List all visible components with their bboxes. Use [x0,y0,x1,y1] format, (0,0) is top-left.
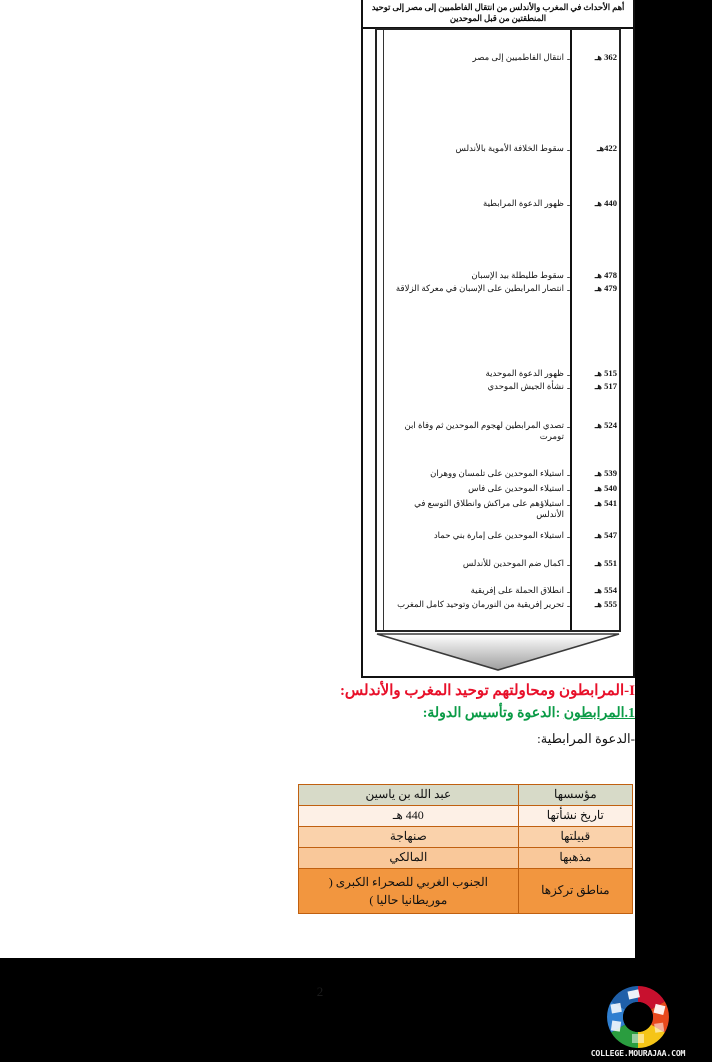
page-number: 2 [316,984,324,999]
section-subheading [290,704,635,723]
timeline-entry [387,198,619,209]
timeline-entry-tick-icon: ـ [567,468,570,478]
timeline-entry-year: 422هـ [597,143,617,153]
timeline-entry-year: 554 هـ [594,585,617,595]
timeline-entry-year: 479 هـ [594,283,617,293]
timeline-entry-year: 541 هـ [594,498,617,508]
timeline-entry-event: نشأة الجيش الموحدي [487,381,564,391]
table-row [299,848,633,869]
table-cell-label: مذهبها [518,848,632,869]
timeline-entry [387,381,619,392]
timeline-entry-event: ظهور الدعوة الموحدية [485,368,564,378]
timeline-entry [387,270,619,281]
table-cell-value: عبد الله بن ياسين [299,785,519,806]
timeline-entry-tick-icon: ـ [567,270,570,280]
table-cell-value: المالكي [299,848,519,869]
timeline-box [375,28,621,632]
timeline-figure [361,0,635,678]
timeline-entry [387,530,619,541]
timeline-entry [387,143,619,154]
timeline-entry-year: 478 هـ [594,270,617,280]
timeline-entry-year: 539 هـ [594,468,617,478]
table-cell-label: مؤسسها [518,785,632,806]
timeline-entry-event: انطلاق الحملة على إفريقية [470,585,564,595]
timeline-entry-year: 517 هـ [594,381,617,391]
section-subheading-rest: :الدعوة وتأسيس الدولة: [422,706,564,721]
timeline-entry-tick-icon: ـ [567,599,570,609]
timeline-entry-year: 524 هـ [594,420,617,430]
timeline-inner-rule [383,30,384,630]
timeline-entry-year: 362 هـ [594,52,617,62]
timeline-entry-year: 440 هـ [594,198,617,208]
timeline-entry-event: استيلاء الموحدين على تلمسان ووهران [430,468,564,478]
timeline-entry-event: انتصار المرابطين على الإسبان في معركة الزلاقة [395,283,564,293]
timeline-entry-tick-icon: ـ [567,483,570,493]
timeline-ribbon-shape [375,632,621,672]
timeline-entry [387,468,619,479]
info-table [298,784,633,914]
timeline-entry-year: 555 هـ [594,599,617,609]
timeline-entry-tick-icon: ـ [567,198,570,208]
table-row [299,806,633,827]
page-title: I-المرابطون ومحاولتهم توحيد المغرب والأندلس: [339,683,635,699]
table-cell-value: الجنوب الغربي للصحراء الكبرى ( موريطانيا حاليا ) [299,869,519,914]
timeline-entry-event: انتقال الفاطميين إلى مصر [472,52,564,62]
timeline-entry-tick-icon: ـ [567,143,570,153]
logo-ring-icon [596,982,680,1052]
timeline-entry-year: 547 هـ [594,530,617,540]
timeline-entry [387,483,619,494]
logo-caption: COLLEGE.MOURAJAA.COM [590,1048,686,1058]
timeline-entry-year: 540 هـ [594,483,617,493]
section-subheading-underlined: 1.المرابطون [563,706,635,721]
timeline-entry [387,585,619,596]
table-cell-label: قبيلتها [518,827,632,848]
timeline-entry [387,420,619,442]
timeline-entry-tick-icon: ـ [567,585,570,595]
timeline-entry-tick-icon: ـ [567,381,570,391]
timeline-entry-tick-icon: ـ [567,498,570,508]
table-row [299,785,633,806]
timeline-entry-event: تحرير إفريقية من النورمان وتوحيد كامل المغرب [397,599,564,609]
timeline-entry [387,599,619,610]
timeline-entry-tick-icon: ـ [567,530,570,540]
timeline-entry-tick-icon: ـ [567,558,570,568]
timeline-entry-tick-icon: ـ [567,52,570,62]
timeline-entry-event: سقوط الخلافة الأموية بالأندلس [455,143,564,153]
timeline-entry [387,283,619,294]
table-cell-label: تاريخ نشأتها [518,806,632,827]
timeline-entry-event: تصدي المرابطين لهجوم الموحدين ثم وفاة ابن تومرت [404,420,564,441]
timeline-entry-event: استيلاء الموحدين على فاس [468,483,564,493]
timeline-entry-tick-icon: ـ [567,283,570,293]
timeline-entry-event: استيلاؤهم على مراكش وانطلاق التوسع في الأندلس [414,498,564,519]
timeline-entry-tick-icon: ـ [567,420,570,430]
table-cell-value: صنهاجة [299,827,519,848]
timeline-entry-event: اكمال ضم الموحدين للأندلس [462,558,564,568]
timeline-entry-year: 515 هـ [594,368,617,378]
timeline-entry-tick-icon: ـ [567,368,570,378]
timeline-title: أهم الأحداث في المغرب والأندلس من انتقال الفاطميين إلى مصر إلى توحيد المنطقتين من قبل الموحدين [363,0,633,29]
table-row [299,869,633,914]
timeline-entry [387,368,619,379]
table-cell-value: 440 هـ [299,806,519,827]
site-logo [590,982,686,1062]
section-third-heading: -الدعوة المرابطية: [537,731,635,746]
timeline-entry [387,52,619,63]
timeline-entry-year: 551 هـ [594,558,617,568]
table-row [299,827,633,848]
info-table-body [299,785,633,914]
timeline-entry-event: سقوط طليطلة بيد الإسبان [471,270,564,280]
timeline-entry-event: ظهور الدعوة المرابطية [482,198,564,208]
table-cell-label: مناطق تركزها [518,869,632,914]
timeline-entry-event: استيلاء الموحدين على إمارة بني حماد [433,530,564,540]
timeline-entry [387,558,619,569]
timeline-entry [387,498,619,520]
